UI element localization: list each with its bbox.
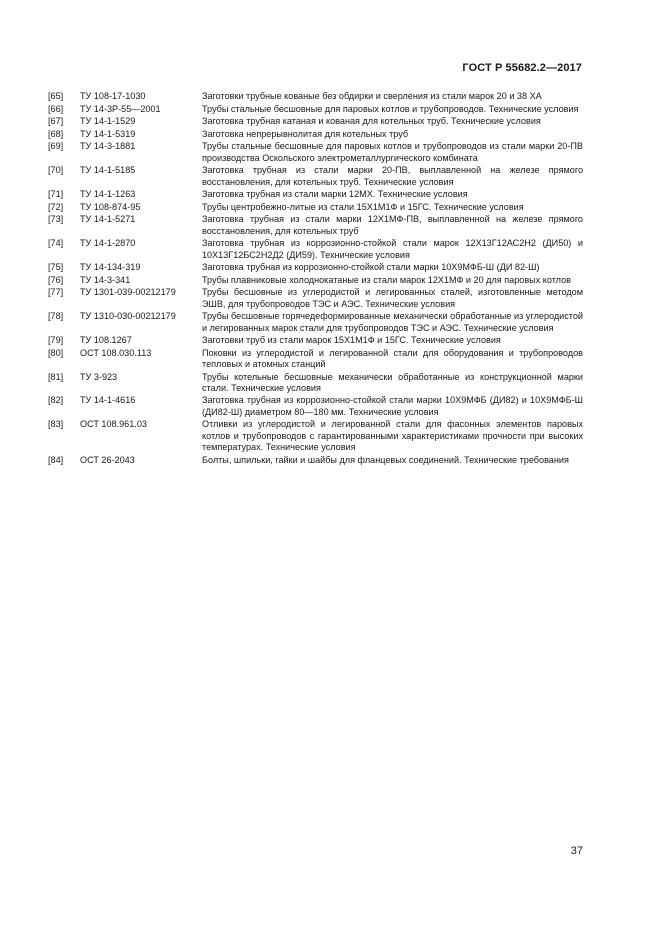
entry-title: Трубы центробежно-литые из стали 15Х1М1Ф и 15ГС. Технические условия: [202, 201, 524, 212]
bibliography-entry: [48, 165, 583, 188]
entry-number: [82]: [48, 395, 64, 406]
entry-document-code: ОСТ 108.030.113: [80, 347, 152, 358]
entry-title: Заготовка трубная из коррозионно-стойкой стали марок 12Х13Г12АС2Н2 (ДИ50) и 10Х13Г12БС2Н2Д2 (ДИ59). Технические условия: [202, 238, 583, 260]
entry-document-code: ТУ 108.1267: [80, 335, 132, 346]
entry-title: Трубы бесшовные из углеродистой и легированных сталей, изготовленные методом ЭШВ, для трубопроводов ТЭС и АЭС. Технические условия: [202, 287, 583, 309]
entry-document-code: ТУ 14-3-341: [80, 274, 131, 285]
entry-document-code: ТУ 14-134-319: [80, 262, 141, 273]
entry-title: Трубы бесшовные горячедеформированные механически обработанные из углеродистой и легированных марок стали для трубопроводов ТЭС и АЭС. Технические условия: [202, 311, 583, 333]
entry-title: Болты, шпильки, гайки и шайбы для фланцевых соединений. Технические требования: [202, 454, 569, 465]
entry-number: [84]: [48, 454, 64, 465]
entry-number: [79]: [48, 335, 64, 346]
entry-number: [71]: [48, 189, 64, 200]
entry-document-code: ТУ 14-1-1529: [80, 116, 136, 127]
entry-number: [69]: [48, 141, 64, 152]
entry-document-code: ТУ 14-1-1263: [80, 189, 136, 200]
bibliography-entry: [48, 335, 583, 346]
bibliography-entry: [48, 116, 583, 127]
bibliography-entry: [48, 395, 583, 418]
bibliography-entry: [48, 141, 583, 164]
bibliography-entry: [48, 311, 583, 334]
entry-document-code: ТУ 14-1-4616: [80, 395, 136, 406]
entry-title: Трубы стальные бесшовные для паровых котлов и трубопроводов из стали марки 20-ПВ производства Оскольского электрометаллургического комбината: [202, 141, 583, 163]
entry-title: Заготовка трубная из коррозионно-стойкой стали марки 10Х9МФБ (ДИ82) и 10Х9МФБ-Ш (ДИ82-Ш) диаметром 80—180 мм. Технические условия: [202, 395, 583, 417]
entry-title: Отливки из углеродистой и легированной стали для фасонных элементов паровых котлов и трубопроводов с гарантированными характеристиками прочности при высоких температурах. Технические условия: [202, 419, 583, 452]
entry-title: Трубы плавниковые холоднокатаные из стали марок 12Х1МФ и 20 для паровых котлов: [202, 274, 571, 285]
bibliography-entry: [48, 104, 583, 115]
entry-number: [74]: [48, 238, 64, 249]
entry-document-code: ТУ 108-874-95: [80, 201, 141, 212]
entry-document-code: ТУ 3-923: [80, 371, 118, 382]
entry-document-code: ТУ 14-3Р-55—2001: [80, 103, 161, 114]
entry-number: [67]: [48, 116, 64, 127]
bibliography-entry: [48, 91, 583, 102]
bibliography-entry: [48, 189, 583, 200]
bibliography-entry: [48, 214, 583, 237]
entry-document-code: ТУ 14-1-2870: [80, 238, 136, 249]
bibliography-entry: [48, 372, 583, 395]
entry-number: [66]: [48, 103, 64, 114]
entry-title: Заготовка непрерывнолитая для котельных труб: [202, 128, 409, 139]
entry-document-code: ТУ 14-1-5319: [80, 128, 136, 139]
entry-number: [76]: [48, 274, 64, 285]
document-standard-header: ГОСТ Р 55682.2—2017: [462, 62, 582, 74]
entry-document-code: ТУ 14-1-5185: [80, 165, 136, 176]
entry-title: Заготовка трубная из стали марки 12МХ. Технические условия: [202, 189, 468, 200]
page-number: 37: [570, 845, 583, 857]
entry-number: [81]: [48, 371, 64, 382]
entry-number: [83]: [48, 419, 64, 430]
entry-number: [72]: [48, 201, 64, 212]
entry-number: [68]: [48, 128, 64, 139]
bibliography-entry: [48, 419, 583, 453]
entry-document-code: ТУ 14-1-5271: [80, 214, 136, 225]
entry-title: Заготовка трубная из стали марки 12Х1МФ-ПВ, выплавленной на железе прямого восстановления, для котельных труб: [202, 214, 583, 236]
entry-number: [77]: [48, 287, 64, 298]
entry-number: [73]: [48, 214, 64, 225]
entry-number: [75]: [48, 262, 64, 273]
entry-number: [78]: [48, 311, 64, 322]
bibliography-entry: [48, 238, 583, 261]
entry-document-code: ТУ 14-3-1881: [80, 141, 136, 152]
entry-title: Заготовка трубная катаная и кованая для котельных труб. Технические условия: [202, 116, 541, 127]
entry-title: Трубы котельные бесшовные механически обработанные из конструкционной марки стали. Технические условия: [202, 371, 583, 393]
entry-title: Заготовка трубная из коррозионно-стойкой стали марки 10Х9МФБ-Ш (ДИ 82-Ш): [202, 262, 540, 273]
bibliography-entry: [48, 202, 583, 213]
bibliography-entry: [48, 348, 583, 371]
bibliography-entry: [48, 262, 583, 273]
bibliography-entry: [48, 455, 583, 466]
entry-document-code: ОСТ 108.961.03: [80, 419, 147, 430]
entry-number: [65]: [48, 91, 64, 101]
entry-title: Поковки из углеродистой и легированной стали для оборудования и трубопроводов тепловых и атомных станций: [202, 347, 583, 369]
bibliography-entry: [48, 287, 583, 310]
entry-title: Заготовка трубная из стали марки 20-ПВ, выплавленной на железе прямого восстановления, для котельных труб. Технические условия: [202, 165, 583, 187]
entry-number: [70]: [48, 165, 64, 176]
entry-document-code: ТУ 108-17-1030: [80, 91, 146, 101]
bibliography-entry: [48, 275, 583, 286]
entry-number: [80]: [48, 347, 64, 358]
entry-title: Заготовки трубные кованые без обдирки и сверления из стали марок 20 и 38 ХА: [202, 91, 542, 101]
entry-document-code: ТУ 1310-030-00212179: [80, 311, 176, 322]
entry-title: Трубы стальные бесшовные для паровых котлов и трубопроводов. Технические условия: [202, 103, 579, 114]
entry-document-code: ТУ 1301-039-00212179: [80, 287, 176, 298]
entry-document-code: ОСТ 26-2043: [80, 454, 135, 465]
bibliography-list: [48, 91, 583, 467]
bibliography-entry: [48, 129, 583, 140]
entry-title: Заготовки труб из стали марок 15Х1М1Ф и 15ГС. Технические условия: [202, 335, 501, 346]
